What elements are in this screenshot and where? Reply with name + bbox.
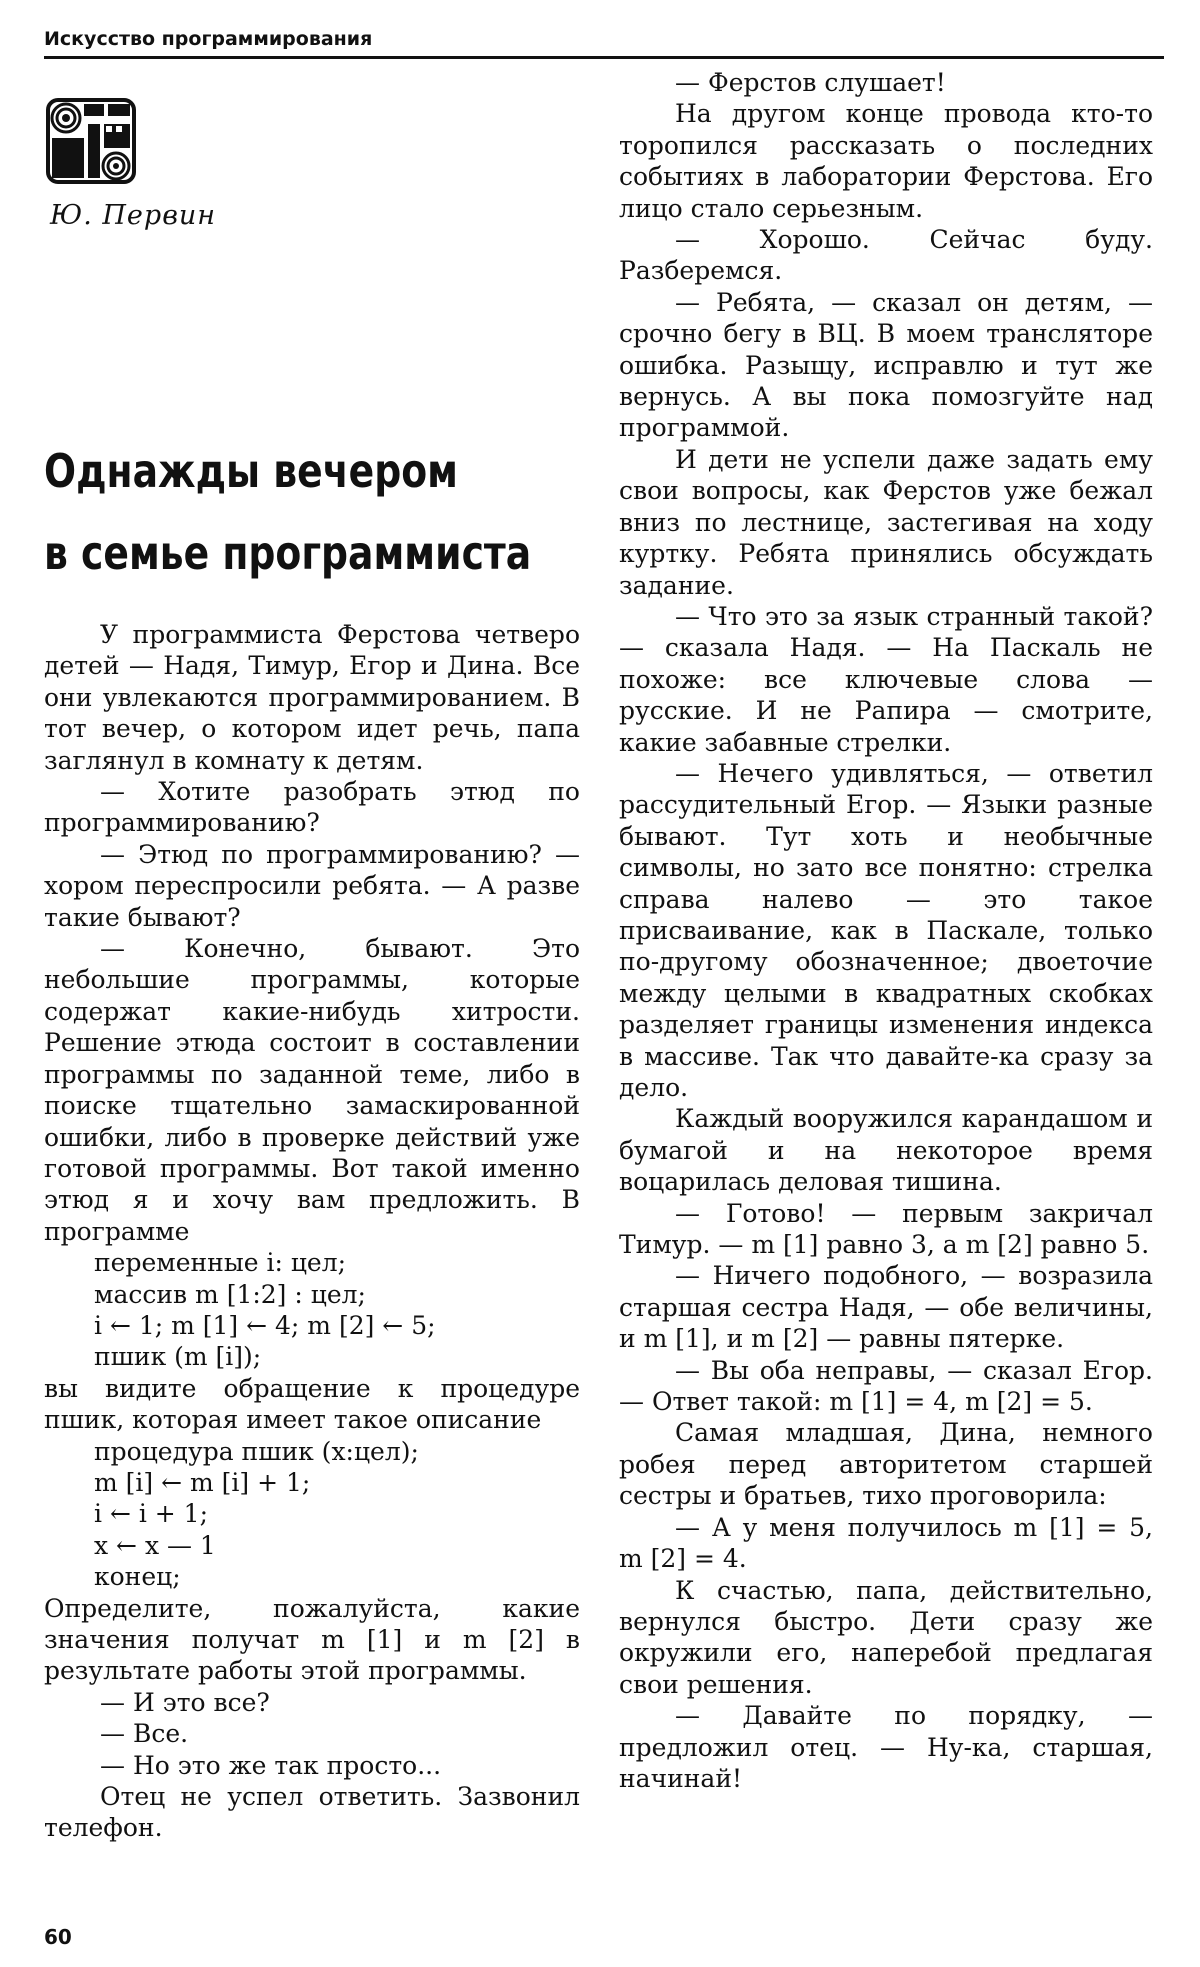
- code-line: процедура пшик (x:цел);: [94, 1436, 419, 1466]
- paragraph: — Ничего подобного, — возразила старшая сестра Надя, — обе величины, и m [1], и m [2] — равны пятерке.: [619, 1261, 1153, 1354]
- paragraph: — Хорошо. Сейчас буду. Разберемся.: [619, 225, 1153, 286]
- code-line: массив m [1:2] : цел;: [94, 1279, 366, 1309]
- article-title: [44, 430, 532, 594]
- paragraph: вы видите обращение к процедуре пшик, которая имеет такое описание: [44, 1373, 580, 1435]
- code-line: i ← i + 1;: [94, 1499, 209, 1529]
- paragraph: — Ребята, — сказал он детям, — срочно бегу в ВЦ. В моем трансляторе ошибка. Разыщу, исправлю и тут же вернусь. А вы пока помозгуйте над программой.: [619, 287, 1153, 443]
- paragraph: — Давайте по порядку, — предложил отец. — Ну-ка, старшая, начинай!: [619, 1701, 1153, 1793]
- paragraph: — Готово! — первым закричал Тимур. — m [1] равно 3, а m [2] равно 5.: [619, 1198, 1153, 1260]
- paragraph: — Ферстов слушает!: [675, 68, 946, 97]
- code-line: конец;: [94, 1562, 181, 1592]
- page-number: 60: [44, 1925, 72, 1949]
- title-line-1: Однажды вечером: [44, 444, 458, 498]
- left-column: [44, 619, 580, 1844]
- author-name: Ю. Первин: [50, 200, 217, 231]
- paragraph: — Все.: [100, 1719, 189, 1749]
- paragraph: Каждый вооружился карандашом и бумагой и на некоторое время воцарилась деловая тишина.: [619, 1104, 1153, 1197]
- code-line: пшик (m [i]);: [94, 1342, 262, 1372]
- paragraph: — Что это за язык странный такой? — сказала Надя. — На Паскаль не похоже: все ключевые слова — русские. И не Рапира — смотрите, какие забавные стрелки.: [619, 601, 1153, 757]
- header-rule: [44, 56, 1164, 59]
- paragraph: Определите, пожалуйста, какие значения получат m [1] и m [2] в результате работы этой программы.: [44, 1593, 580, 1686]
- paragraph: К счастью, папа, действительно, вернулся быстро. Дети сразу же окружили его, наперебой предлагая свои решения.: [619, 1575, 1153, 1699]
- right-column: [619, 67, 1153, 1794]
- paragraph: У программиста Ферстова четверо детей — Надя, Тимур, Егор и Дина. Все они увлекаются программированием. В тот вечер, о котором идет речь, папа заглянул в комнату к детям.: [44, 620, 580, 775]
- paragraph: И дети не успели даже задать ему свои вопросы, как Ферстов уже бежал вниз по лестнице, застегивая на ходу куртку. Ребята принялись обсуждать задание.: [619, 444, 1153, 600]
- paragraph: — А у меня получилось m [1] = 5, m [2] = 4.: [619, 1512, 1153, 1574]
- code-line: m [i] ← m [i] + 1;: [94, 1467, 311, 1497]
- code-line: i ← 1; m [1] ← 4; m [2] ← 5;: [94, 1310, 436, 1340]
- computer-art-logo-icon: [46, 98, 136, 184]
- paragraph: — Нечего удивляться, — ответил рассудительный Егор. — Языки разные бывают. Тут хоть и необычные символы, но зато все понятно: стрелка справа налево — это такое присваивание, как в Паскале, только по-другому обозначенное; двоеточие между целыми в квадратных скобках разделяет границы изменения индекса в массиве. Так что давайте-ка сразу за дело.: [619, 758, 1153, 1102]
- paragraph: Самая младшая, Дина, немного робея перед авторитетом старшей сестры и братьев, тихо проговорила:: [619, 1418, 1153, 1511]
- paragraph: — Вы оба неправы, — сказал Егор. — Ответ такой: m [1] = 4, m [2] = 5.: [619, 1355, 1153, 1417]
- paragraph: — И это все?: [100, 1687, 270, 1717]
- section-header: Искусство программирования: [44, 28, 373, 50]
- paragraph: — Конечно, бывают. Это небольшие программы, которые содержат какие-нибудь хитрости. Решение этюда состоит в составлении программы по заданной теме, либо в поиске тщательно замаскированной ошибки, либо в проверке действий уже готовой программы. Вот такой именно этюд я и хочу вам предложить. В программе: [44, 934, 580, 1246]
- code-line: x ← x — 1: [94, 1530, 216, 1560]
- paragraph: Отец не успел ответить. Зазвонил телефон.: [44, 1782, 580, 1843]
- paragraph: — Этюд по программированию? — хором переспросили ребята. — А разве такие бывают?: [44, 839, 580, 932]
- paragraph: На другом конце провода кто-то торопился рассказать о последних событиях в лаборатории Ферстова. Его лицо стало серьезным.: [619, 99, 1153, 223]
- paragraph: — Но это же так просто...: [100, 1750, 442, 1780]
- code-line: переменные i: цел;: [94, 1248, 347, 1278]
- paragraph: — Хотите разобрать этюд по программированию?: [44, 777, 580, 838]
- title-line-2: в семье программиста: [44, 526, 532, 580]
